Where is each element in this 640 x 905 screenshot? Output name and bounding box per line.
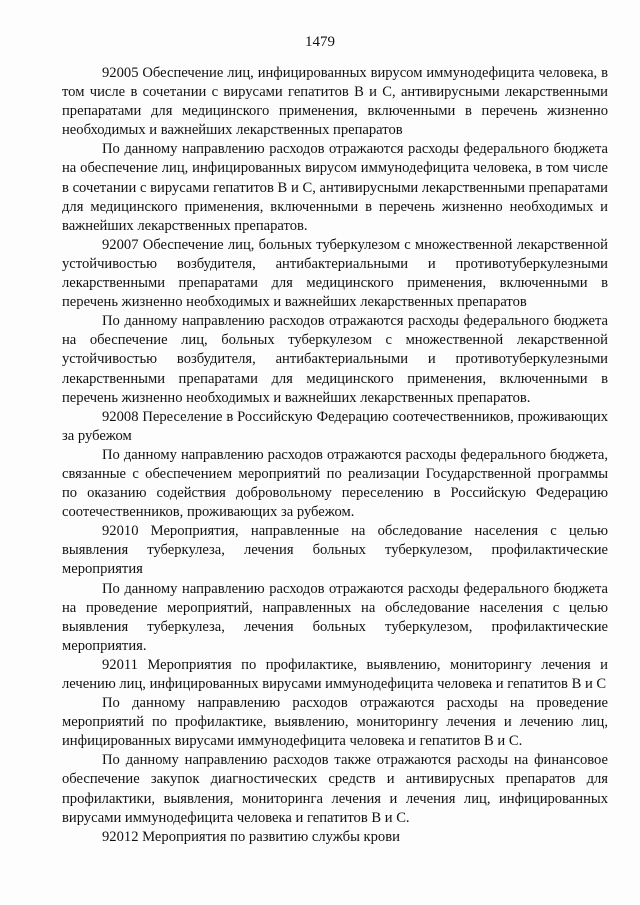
document-body — [62, 64, 608, 847]
paragraph-92008-description: По данному направлению расходов отражаются расходы федерального бюджета, связанные с обеспечением мероприятий по реализации Государственной программы по оказанию содействия добровольному переселению в Российскую Федерацию соотечественников, проживающих за рубежом. — [62, 446, 608, 521]
paragraph-92010-heading: 92010 Мероприятия, направленные на обследование населения с целью выявления туберкулеза, лечения больных туберкулезом, профилактические мероприятия — [62, 523, 608, 578]
paragraph-92010-description: По данному направлению расходов отражаются расходы федерального бюджета на проведение мероприятий, направленных на обследование населения с целью выявления туберкулеза, лечения больных туберкулезом, профилактические мероприятия. — [62, 580, 608, 654]
paragraph-92007-description: По данному направлению расходов отражаются расходы федерального бюджета на обеспечение лиц, больных туберкулезом с множественной лекарственной устойчивостью возбудителя, антибактериальными и противотуберкулезными лекарственными препаратами для медицинского применения, включенными в перечень жизненно необходимых и важнейших лекарственных препаратов. — [62, 313, 608, 406]
paragraph-92007-heading: 92007 Обеспечение лиц, больных туберкулезом с множественной лекарственной устойчивостью возбудителя, антибактериальными и противотуберкулезными лекарственными препаратами для медицинского применения, включенными в перечень жизненно необходимых и важнейших лекарственных препаратов — [62, 236, 608, 311]
paragraph-92005-heading: 92005 Обеспечение лиц, инфицированных вирусом иммунодефицита человека, в том числе в сочетании с вирусами гепатитов В и С, антивирусными лекарственными препаратами для медицинского применения, включенными в перечень жизненно необходимых и важнейших лекарственных препаратов — [62, 65, 608, 139]
paragraph-92012-heading: 92012 Мероприятия по развитию службы крови — [102, 828, 400, 845]
paragraph-92005-description: По данному направлению расходов отражаются расходы федерального бюджета на обеспечение лиц, инфицированных вирусом иммунодефицита человека, в том числе в сочетании с вирусами гепатитов В и С, антивирусными лекарственными препаратами для медицинского применения, включенными в перечень жизненно необходимых и важнейших лекарственных препаратов. — [62, 141, 608, 234]
paragraph-92008-heading: 92008 Переселение в Российскую Федерацию соотечественников, проживающих за рубежом — [62, 408, 608, 444]
paragraph-92011-heading: 92011 Мероприятия по профилактике, выявлению, мониторингу лечения и лечению лиц, инфицированных вирусами иммунодефицита человека и гепатитов В и С — [62, 656, 608, 692]
page-number: 1479 — [305, 34, 335, 50]
paragraph-92011-description-extra: По данному направлению расходов также отражаются расходы на финансовое обеспечение закупок диагностических средств и антивирусных препаратов для профилактики, выявления, мониторинга лечения и лечения лиц, инфицированных вирусами иммунодефицита человека и гепатитов В и С. — [62, 752, 608, 826]
paragraph-92011-description: По данному направлению расходов отражаются расходы на проведение мероприятий по профилактике, выявлению, мониторингу лечения и лечению лиц, инфицированных вирусами иммунодефицита человека и гепатитов В и С. — [62, 695, 608, 750]
